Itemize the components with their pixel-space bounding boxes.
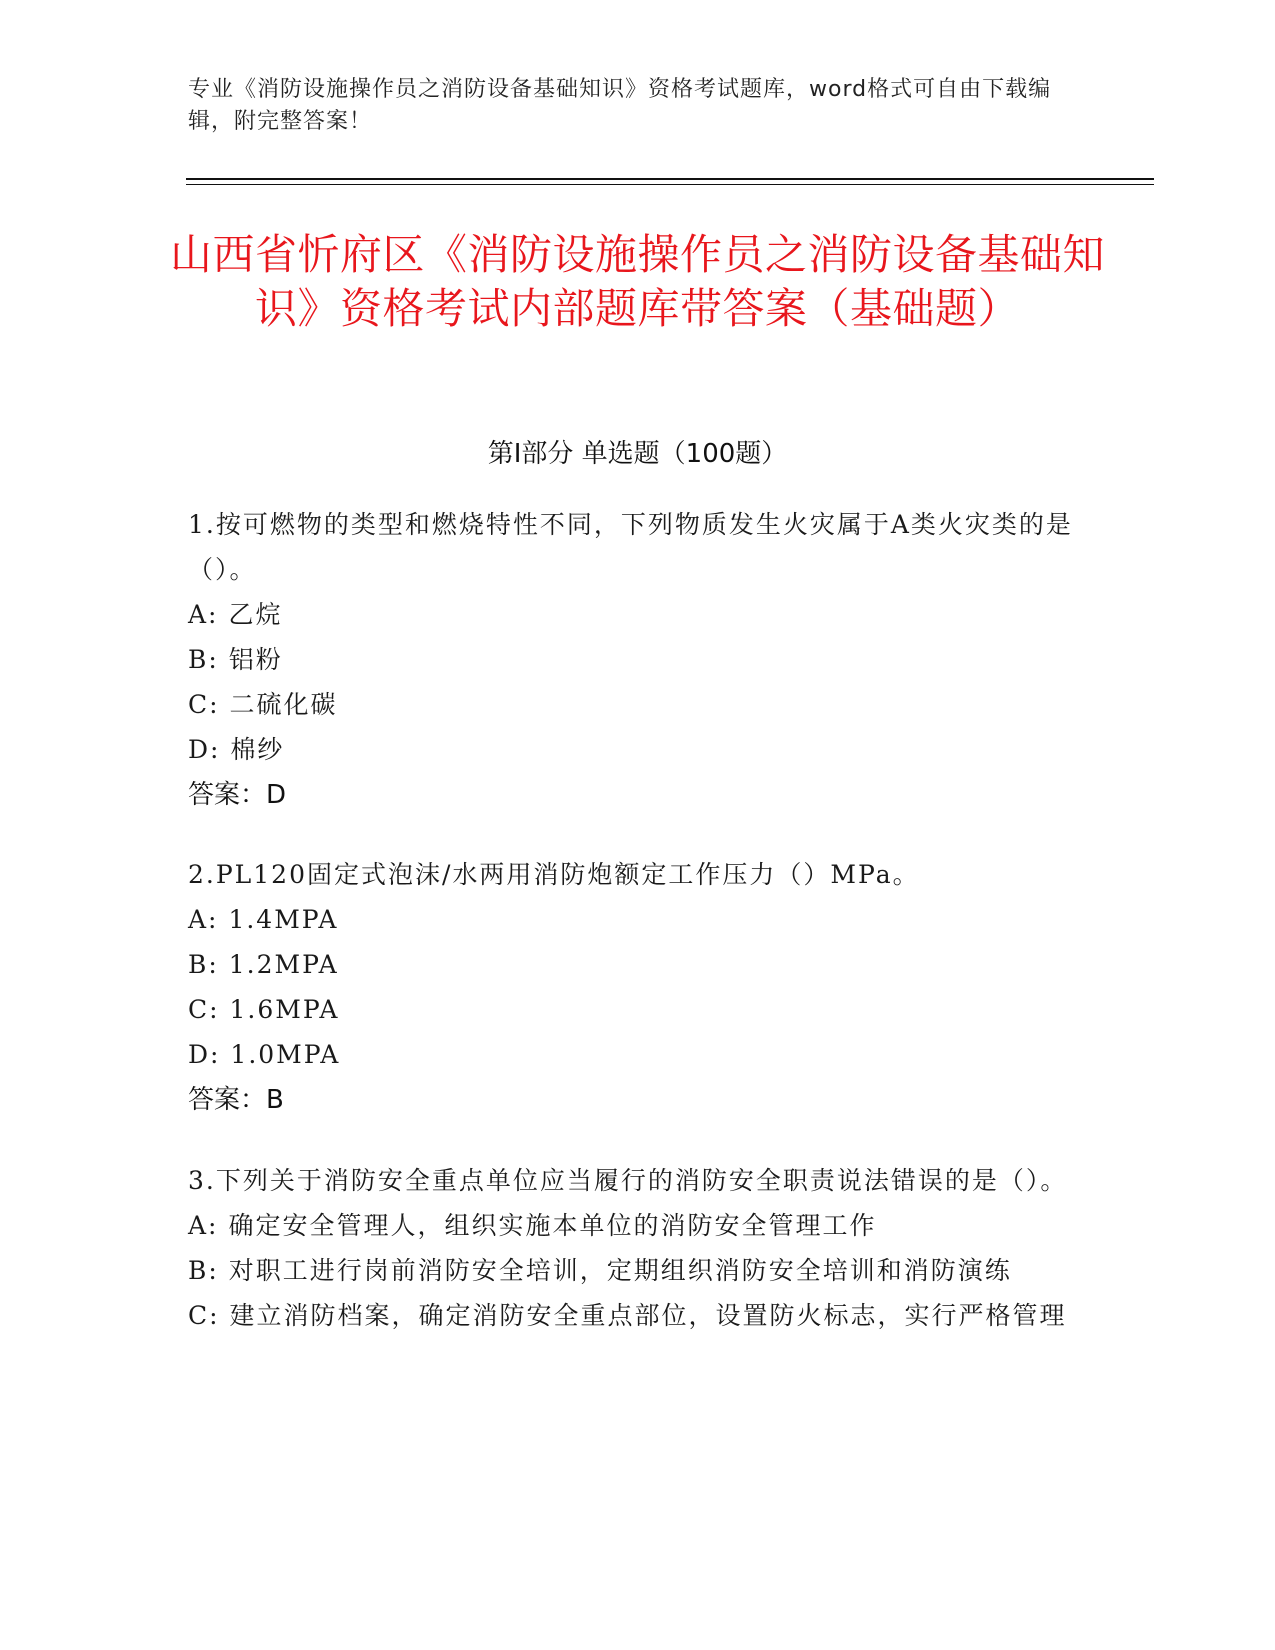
option-b — [188, 942, 1088, 987]
section-title: 第I部分 单选题（100题） — [487, 439, 788, 469]
option-key: A: — [188, 905, 219, 934]
option-text: 1.0MPA — [230, 1040, 341, 1069]
option-b — [188, 1248, 1088, 1293]
question-text: 2.PL120固定式泡沫/水两用消防炮额定工作压力（）MPa。 — [188, 860, 920, 889]
option-text: 乙烷 — [228, 600, 283, 629]
answer: 答案：D — [188, 780, 287, 810]
question-1 — [188, 502, 1088, 818]
option-key: B: — [188, 950, 219, 979]
option-key: B: — [188, 645, 219, 674]
header-note: 专业《消防设施操作员之消防设备基础知识》资格考试题库，word格式可自由下载编辑，附完整答案！ — [188, 77, 1052, 134]
option-text: 铝粉 — [228, 645, 283, 674]
option-d — [188, 727, 1088, 772]
option-a — [188, 592, 1088, 637]
option-text: 1.6MPA — [229, 995, 340, 1024]
option-c — [188, 987, 1088, 1032]
option-text: 二硫化碳 — [229, 690, 338, 719]
header-divider-thick — [186, 178, 1154, 180]
document-title: 山西省忻府区《消防设施操作员之消防设备基础知识》资格考试内部题库带答案（基础题） — [169, 230, 1105, 333]
question-3 — [188, 1158, 1088, 1338]
question-text: 1.按可燃物的类型和燃烧特性不同，下列物质发生火灾属于A类火灾类的是（）。 — [188, 510, 1073, 584]
option-text: 建立消防档案，确定消防安全重点部位，设置防火标志，实行严格管理 — [229, 1301, 1067, 1330]
option-key: A: — [188, 600, 219, 629]
option-key: C: — [188, 690, 220, 719]
option-text: 1.2MPA — [228, 950, 339, 979]
option-text: 确定安全管理人，组织实施本单位的消防安全管理工作 — [228, 1211, 877, 1240]
option-text: 1.4MPA — [228, 905, 339, 934]
option-key: C: — [188, 1301, 220, 1330]
option-a — [188, 897, 1088, 942]
option-key: A: — [188, 1211, 219, 1240]
option-key: B: — [188, 1256, 219, 1285]
question-text: 3.下列关于消防安全重点单位应当履行的消防安全职责说法错误的是（）。 — [188, 1166, 1068, 1195]
option-a — [188, 1203, 1088, 1248]
answer: 答案：B — [188, 1085, 284, 1115]
option-key: D: — [188, 735, 221, 764]
question-2 — [188, 852, 1088, 1123]
option-key: C: — [188, 995, 220, 1024]
option-text: 对职工进行岗前消防安全培训，定期组织消防安全培训和消防演练 — [228, 1256, 1012, 1285]
header-divider-thin — [186, 184, 1154, 185]
option-c — [188, 1293, 1088, 1338]
option-b — [188, 637, 1088, 682]
option-d — [188, 1032, 1088, 1077]
option-key: D: — [188, 1040, 221, 1069]
option-text: 棉纱 — [230, 735, 285, 764]
option-c — [188, 682, 1088, 727]
